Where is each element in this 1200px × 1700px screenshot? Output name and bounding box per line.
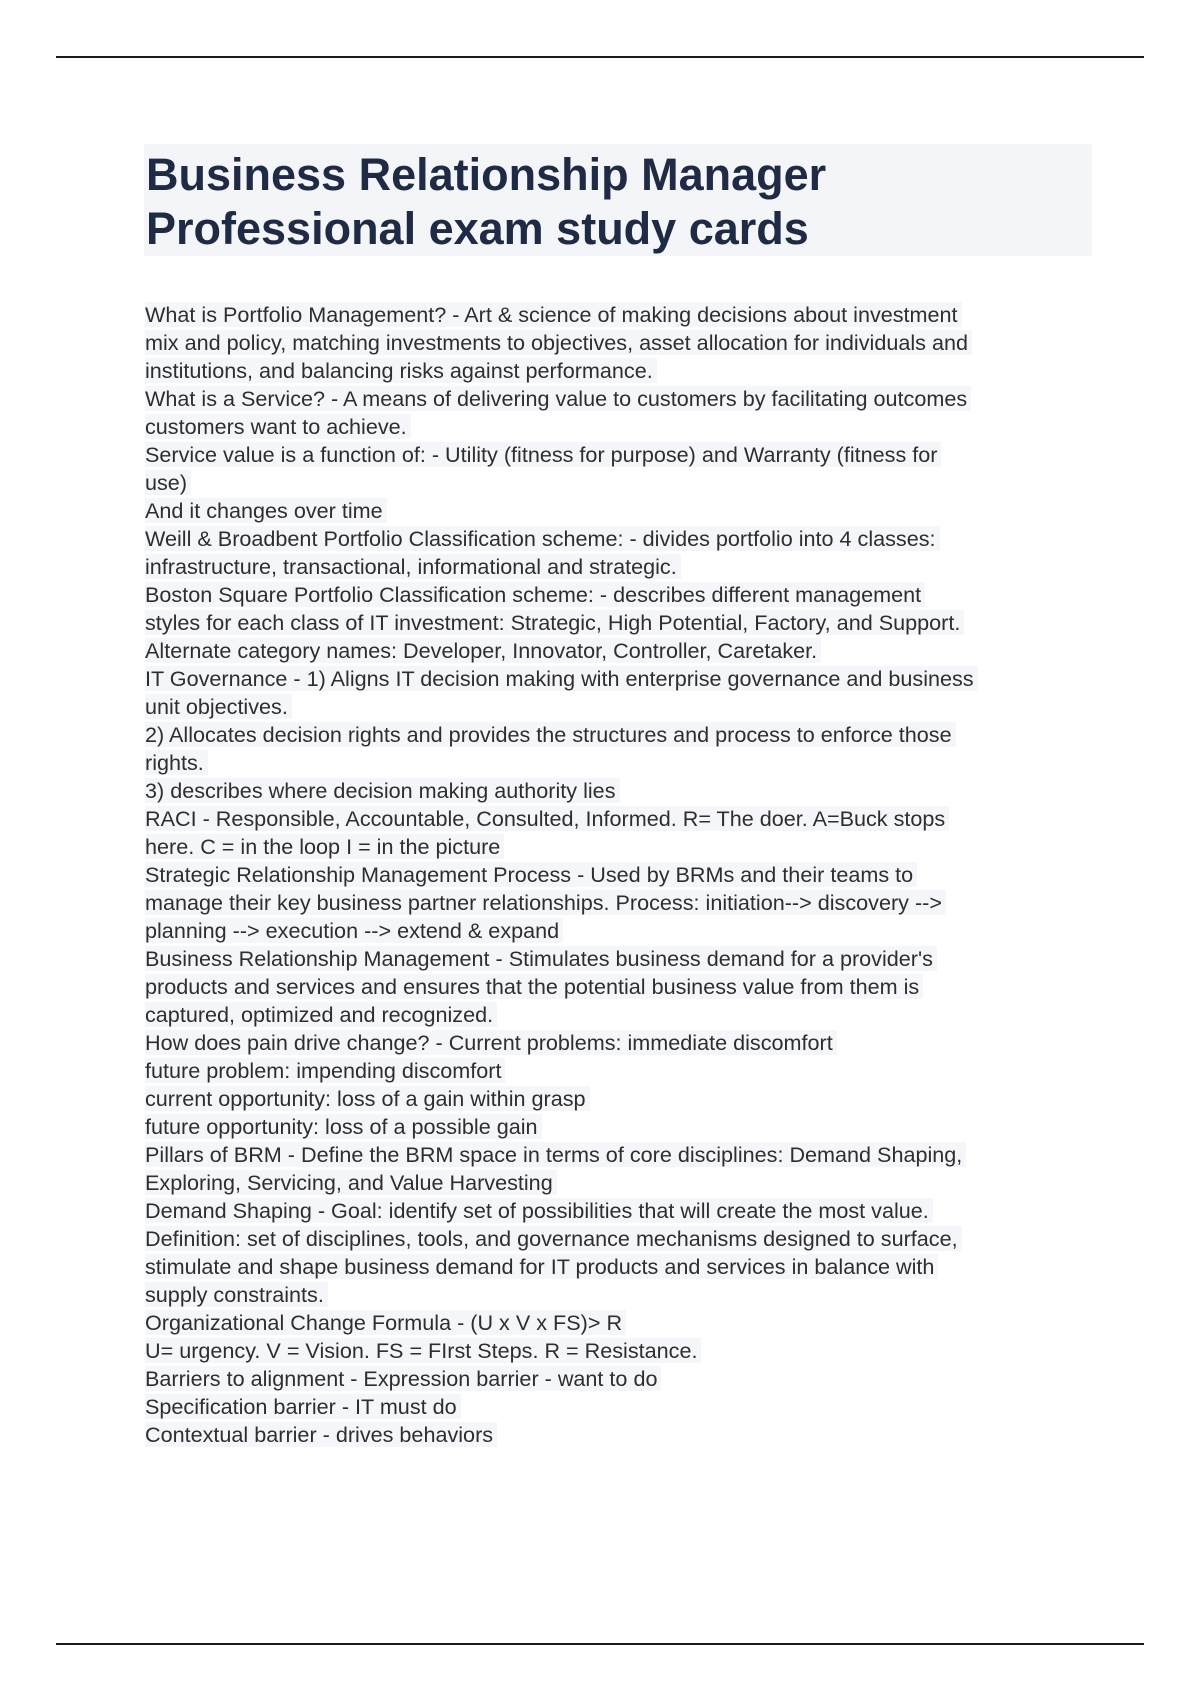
text-line-content: Demand Shaping - Goal: identify set of possibilities that will create the most value. (145, 1198, 933, 1223)
text-line (145, 1113, 1095, 1141)
text-line-content: captured, optimized and recognized. (145, 1002, 497, 1027)
text-line-content: styles for each class of IT investment: Strategic, High Potential, Factory, and Support. (145, 610, 964, 635)
text-line-content: Contextual barrier - drives behaviors (145, 1422, 497, 1447)
text-line (145, 441, 1095, 469)
text-line-content: What is a Service? - A means of delivering value to customers by facilitating outcomes (145, 386, 971, 411)
text-line (145, 833, 1095, 861)
text-line-content: What is Portfolio Management? - Art & science of making decisions about investment (145, 302, 962, 327)
text-line-content: mix and policy, matching investments to objectives, asset allocation for individuals and (145, 330, 972, 355)
text-line (145, 1309, 1095, 1337)
text-line-content: U= urgency. V = Vision. FS = FIrst Steps. R = Resistance. (145, 1338, 701, 1363)
text-line (145, 1141, 1095, 1169)
text-line-content: Barriers to alignment - Expression barrier - want to do (145, 1366, 661, 1391)
top-rule (56, 56, 1144, 58)
text-line-content: RACI - Responsible, Accountable, Consulted, Informed. R= The doer. A=Buck stops (145, 806, 949, 831)
text-line (145, 637, 1095, 665)
text-line (145, 1057, 1095, 1085)
text-line (145, 1337, 1095, 1365)
text-line (145, 413, 1095, 441)
text-line-content: here. C = in the loop I = in the picture (145, 834, 504, 859)
text-line (145, 1001, 1095, 1029)
text-line (145, 469, 1095, 497)
text-line (145, 889, 1095, 917)
text-line (145, 861, 1095, 889)
text-line-content: unit objectives. (145, 694, 292, 719)
text-line-content: current opportunity: loss of a gain within grasp (145, 1086, 590, 1111)
title-line-1: Business Relationship Manager (146, 149, 827, 200)
study-cards-body (145, 301, 1095, 1449)
text-line-content: use) (145, 470, 191, 495)
text-line (145, 1029, 1095, 1057)
text-line-content: infrastructure, transactional, informational and strategic. (145, 554, 681, 579)
text-line (145, 357, 1095, 385)
text-line-content: Exploring, Servicing, and Value Harvesting (145, 1170, 557, 1195)
text-line-content: planning --> execution --> extend & expand (145, 918, 563, 943)
text-line (145, 1197, 1095, 1225)
text-line-content: institutions, and balancing risks against performance. (145, 358, 657, 383)
text-line-content: rights. (145, 750, 208, 775)
text-line (145, 1393, 1095, 1421)
text-line-content: manage their key business partner relationships. Process: initiation--> discovery --> (145, 890, 946, 915)
text-line-content: 2) Allocates decision rights and provides the structures and process to enforce those (145, 722, 956, 747)
text-line (145, 1169, 1095, 1197)
text-line (145, 693, 1095, 721)
text-line-content: Organizational Change Formula - (U x V x FS)> R (145, 1310, 626, 1335)
text-line (145, 721, 1095, 749)
text-line (145, 497, 1095, 525)
text-line (145, 609, 1095, 637)
text-line (145, 385, 1095, 413)
bottom-rule (56, 1643, 1144, 1645)
text-line (145, 1085, 1095, 1113)
text-line-content: Service value is a function of: - Utility (fitness for purpose) and Warranty (fitness for (145, 442, 941, 467)
text-line (145, 1225, 1095, 1253)
text-line (145, 1365, 1095, 1393)
text-line-content: IT Governance - 1) Aligns IT decision making with enterprise governance and business (145, 666, 978, 691)
text-line (145, 1421, 1095, 1449)
text-line (145, 301, 1095, 329)
text-line (145, 805, 1095, 833)
document-title (144, 144, 1092, 256)
text-line (145, 1253, 1095, 1281)
text-line-content: How does pain drive change? - Current problems: immediate discomfort (145, 1030, 837, 1055)
text-line-content: 3) describes where decision making authority lies (145, 778, 620, 803)
text-line-content: Boston Square Portfolio Classification scheme: - describes different management (145, 582, 925, 607)
text-line (145, 581, 1095, 609)
text-line-content: future opportunity: loss of a possible gain (145, 1114, 542, 1139)
text-line (145, 553, 1095, 581)
text-line-content: products and services and ensures that the potential business value from them is (145, 974, 923, 999)
text-line (145, 1281, 1095, 1309)
text-line-content: customers want to achieve. (145, 414, 411, 439)
text-line (145, 749, 1095, 777)
text-line-content: Alternate category names: Developer, Innovator, Controller, Caretaker. (145, 638, 821, 663)
text-line-content: And it changes over time (145, 498, 387, 523)
text-line-content: supply constraints. (145, 1282, 328, 1307)
text-line-content: stimulate and shape business demand for IT products and services in balance with (145, 1254, 938, 1279)
text-line-content: Business Relationship Management - Stimulates business demand for a provider's (145, 946, 937, 971)
text-line-content: Pillars of BRM - Define the BRM space in terms of core disciplines: Demand Shaping, (145, 1142, 966, 1167)
text-line (145, 525, 1095, 553)
text-line-content: Definition: set of disciplines, tools, and governance mechanisms designed to surface, (145, 1226, 962, 1251)
text-line-content: future problem: impending discomfort (145, 1058, 505, 1083)
title-line-2: Professional exam study cards (146, 203, 809, 254)
text-line (145, 945, 1095, 973)
text-line-content: Strategic Relationship Management Process - Used by BRMs and their teams to (145, 862, 917, 887)
text-line (145, 665, 1095, 693)
text-line (145, 777, 1095, 805)
text-line (145, 917, 1095, 945)
text-line (145, 329, 1095, 357)
text-line-content: Specification barrier - IT must do (145, 1394, 461, 1419)
text-line (145, 973, 1095, 1001)
text-line-content: Weill & Broadbent Portfolio Classification scheme: - divides portfolio into 4 classes: (145, 526, 940, 551)
